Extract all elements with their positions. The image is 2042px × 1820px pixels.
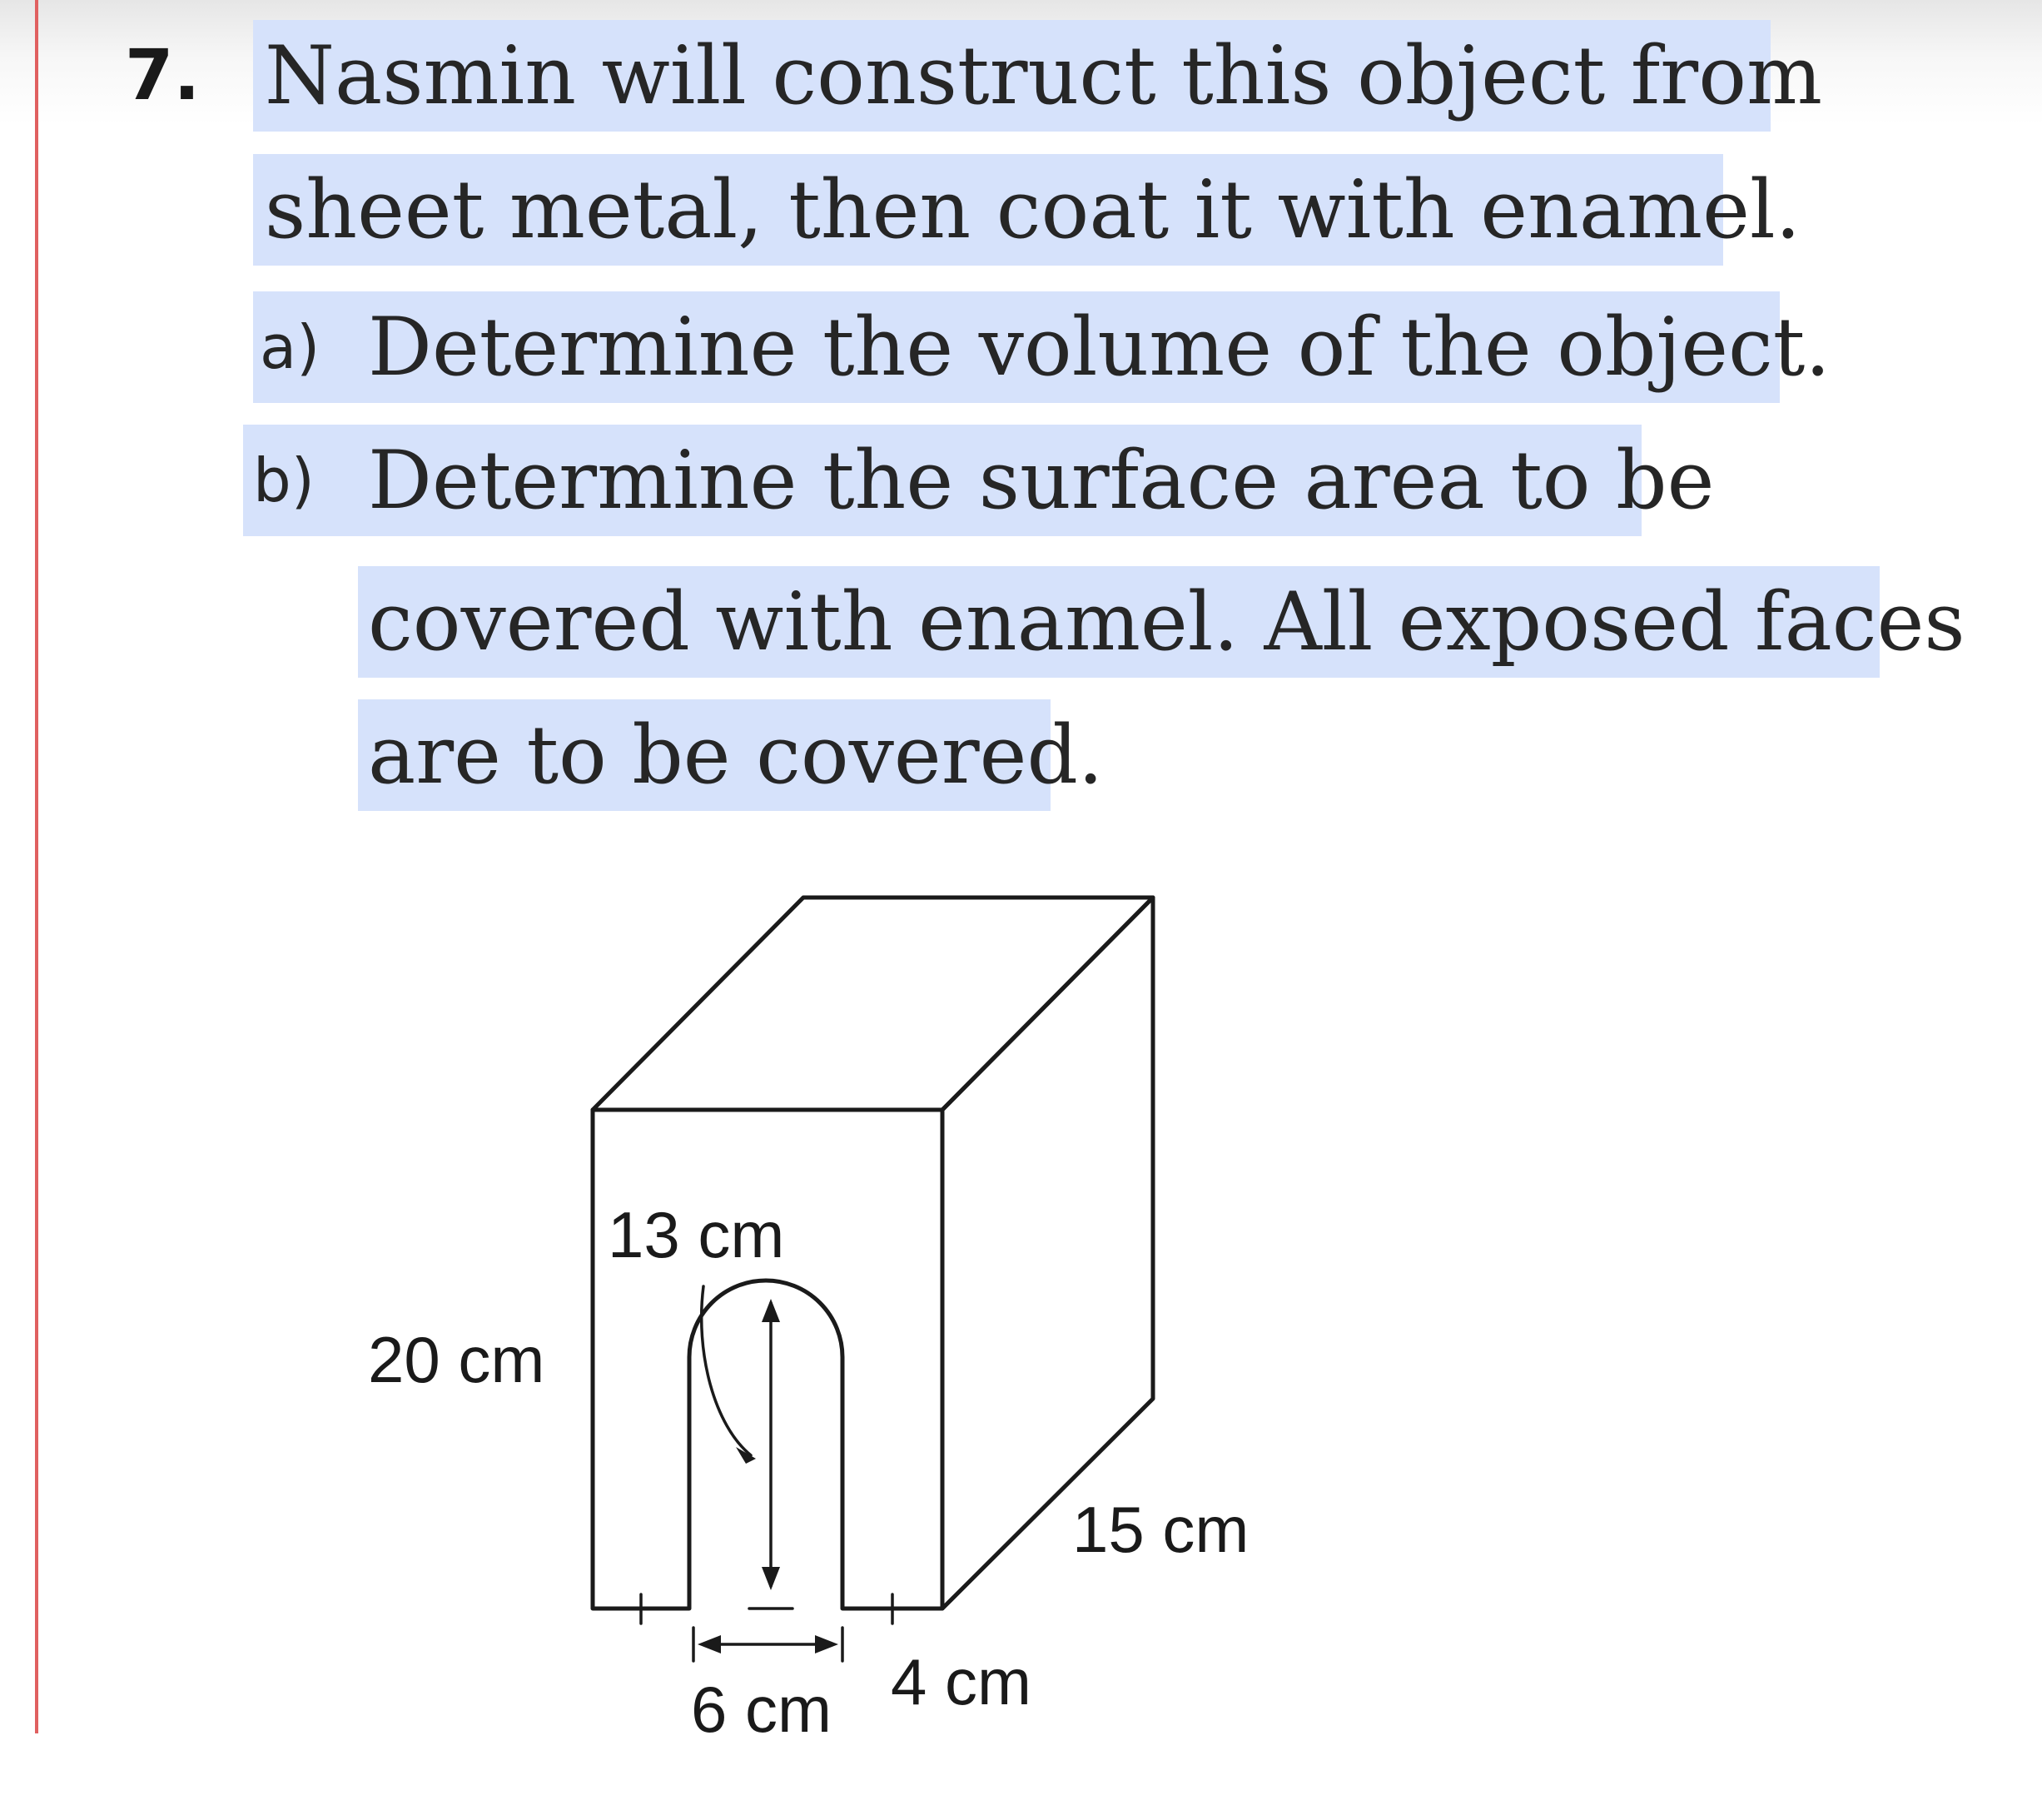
part-b-text-line-2[interactable]: covered with enamel. All exposed faces — [358, 566, 1880, 678]
label-leg-4cm: 4 cm — [891, 1645, 1032, 1718]
label-height-20cm: 20 cm — [368, 1323, 545, 1396]
arch-leader-line — [702, 1286, 751, 1455]
arrow-head-up — [762, 1299, 780, 1322]
question-number: 7. — [125, 34, 201, 116]
part-a-text-line-1[interactable]: Determine the volume of the object. — [253, 291, 1780, 403]
label-opening-6cm: 6 cm — [691, 1673, 832, 1746]
arrow-head-left — [698, 1635, 721, 1653]
label-depth-15cm: 15 cm — [1072, 1493, 1250, 1566]
top-face — [593, 898, 1153, 1110]
question-text-line-2[interactable]: sheet metal, then coat it with enamel. — [253, 154, 1723, 266]
arrow-head-right — [815, 1635, 838, 1653]
label-arch-13cm: 13 cm — [608, 1198, 785, 1271]
part-b-label: b) — [253, 445, 315, 515]
question-text-line-1[interactable]: Nasmin will construct this object from — [253, 20, 1771, 132]
front-face — [593, 1110, 942, 1609]
part-a-label: a) — [260, 312, 320, 382]
part-b-text-line-1[interactable]: Determine the surface area to be — [243, 425, 1642, 536]
part-b-text-line-3[interactable]: are to be covered. — [358, 699, 1051, 811]
arrow-head-down — [762, 1567, 780, 1590]
